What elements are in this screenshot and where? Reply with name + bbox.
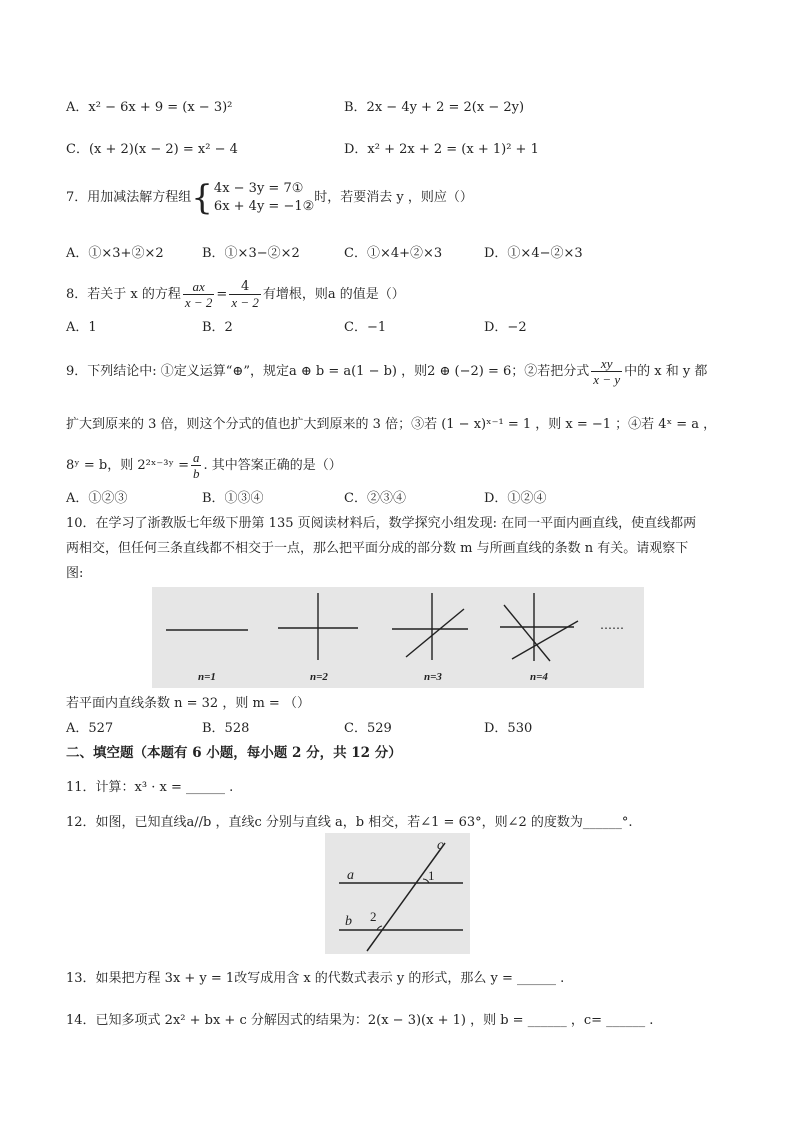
q9-frac-num: xy [591, 356, 622, 372]
q8-frac1-num: ax [183, 279, 215, 295]
q13-text: 13．如果把方程 3x + y = 1改写成用含 x 的代数式表示 y 的形式，那么 y = ______ . [66, 971, 565, 986]
q9-option-a: A．①②③ [66, 491, 128, 506]
q9-frac-den: x − y [593, 372, 621, 387]
q12-parallel-lines-figure [325, 833, 470, 954]
q7-eq1: 4x − 3y = 7① [213, 180, 304, 196]
q7-option-c: C．①×4+②×3 [344, 246, 443, 261]
figure-ellipsis: …… [600, 618, 624, 632]
q7-stem [66, 178, 473, 218]
label-b: b [345, 914, 352, 929]
q6-option-a: A．x² − 6x + 9 = (x − 3)² [66, 100, 233, 115]
q11-text: 11．计算：x³ · x = ______ . [66, 780, 234, 795]
q7-option-a: A．①×3+②×2 [66, 246, 164, 261]
q10-option-a: A．527 [66, 721, 114, 736]
q10-option-b: B．528 [202, 721, 250, 736]
q7-option-d: D．①×4−②×3 [484, 246, 583, 261]
q8-frac2-den: x − 2 [231, 295, 259, 310]
q10-lines-figure [152, 587, 644, 688]
q7-suffix: 时，若要消去 y ，则应（） [314, 190, 473, 205]
q10-lines-svg [152, 587, 644, 688]
q8-fraction-2 [229, 279, 261, 310]
q7-prefix: 7．用加减法解方程组 [66, 190, 192, 205]
label-a: a [347, 868, 354, 883]
q9-line3-frac-num: a [192, 450, 200, 465]
q6-option-c: C．(x + 2)(x − 2) = x² − 4 [66, 142, 238, 157]
label-angle-2: 2 [370, 909, 377, 924]
q9-line-1 [66, 355, 707, 389]
q10-option-c: C．529 [344, 721, 392, 736]
q8-frac2-num: 4 [229, 279, 261, 295]
q10-question: 若平面内直线条数 n = 32 ，则 m = （） [66, 696, 310, 711]
q9-line-2: 扩大到原来的 3 倍，则这个分式的值也扩大到原来的 3 倍；③若 (1 − x)ˣ⁻¹ = 1 ，则 x = −1 ；④若 4ˣ = a ， [66, 417, 717, 432]
label-n3: n=3 [424, 671, 442, 683]
q8-prefix: 8．若关于 x 的方程 [66, 287, 181, 302]
q8-option-d: D．−2 [484, 320, 527, 335]
q8-equals: = [216, 287, 228, 302]
label-n2: n=2 [310, 671, 328, 683]
brace-glyph: { [191, 177, 213, 218]
q9-line-3 [66, 449, 342, 483]
q9-line3-suffix: . 其中答案正确的是（） [203, 458, 342, 473]
q12-text: 12．如图，已知直线a//b ，直线c 分别与直线 a，b 相交，若∠1 = 63°，则∠2 的度数为______°. [66, 815, 633, 830]
label-c: c [437, 838, 444, 853]
q10-line-1: 10．在学习了浙教版七年级下册第 135 页阅读材料后，数学探究小组发现: 在同一平面内画直线，使直线都两 [66, 516, 697, 531]
q12-figure-svg [325, 833, 470, 954]
label-n1: n=1 [198, 671, 216, 683]
line-c [367, 843, 445, 951]
q9-option-d: D．①②④ [484, 491, 547, 506]
q9-line3-prefix: 8ʸ = b，则 2²ˣ⁻³ʸ = [66, 458, 189, 473]
q6-option-d: D．x² + 2x + 2 = (x + 1)² + 1 [344, 142, 539, 157]
q7-eq2: 6x + 4y = −1② [213, 198, 315, 214]
q14-text: 14．已知多项式 2x² + bx + c 分解因式的结果为：2(x − 3)(x + 1) ，则 b = ______ ，c= ______ . [66, 1013, 654, 1028]
q9-fraction [591, 356, 622, 387]
q10-line-2: 两相交，但任何三条直线都不相交于一点，那么把平面分成的部分数 m 与所画直线的条数 n 有关。请观察下 [66, 541, 689, 556]
q9-option-c: C．②③④ [344, 491, 406, 506]
n3-line-diag [406, 609, 464, 657]
q10-option-d: D．530 [484, 721, 533, 736]
q8-option-c: C．−1 [344, 320, 387, 335]
q8-fraction-1 [183, 279, 215, 310]
q9-line1-prefix: 9．下列结论中: ①定义运算“⊕”，规定a ⊕ b = a(1 − b) ，则2 ⊕ (−2) = 6；②若把分式 [66, 364, 590, 379]
label-angle-1: 1 [428, 868, 435, 883]
q9-line1-suffix: 中的 x 和 y 都 [624, 364, 708, 379]
q9-option-b: B．①③④ [202, 491, 264, 506]
q9-line3-fraction [191, 450, 202, 481]
q8-option-b: B．2 [202, 320, 233, 335]
q9-line3-frac-den: b [192, 466, 200, 481]
label-n4: n=4 [530, 671, 548, 683]
q10-line-3: 图: [66, 566, 84, 581]
q8-option-a: A．1 [66, 320, 97, 335]
section-2-title: 二、填空题（本题有 6 小题，每小题 2 分，共 12 分） [66, 745, 402, 761]
q6-option-b: B．2x − 4y + 2 = 2(x − 2y) [344, 100, 525, 115]
n4-line-diag-b [504, 605, 550, 661]
q8-suffix: 有增根，则a 的值是（） [262, 287, 405, 302]
q8-stem [66, 278, 405, 312]
q7-equation-system [214, 180, 314, 216]
q8-frac1-den: x − 2 [184, 295, 213, 310]
q7-option-b: B．①×3−②×2 [202, 246, 300, 261]
